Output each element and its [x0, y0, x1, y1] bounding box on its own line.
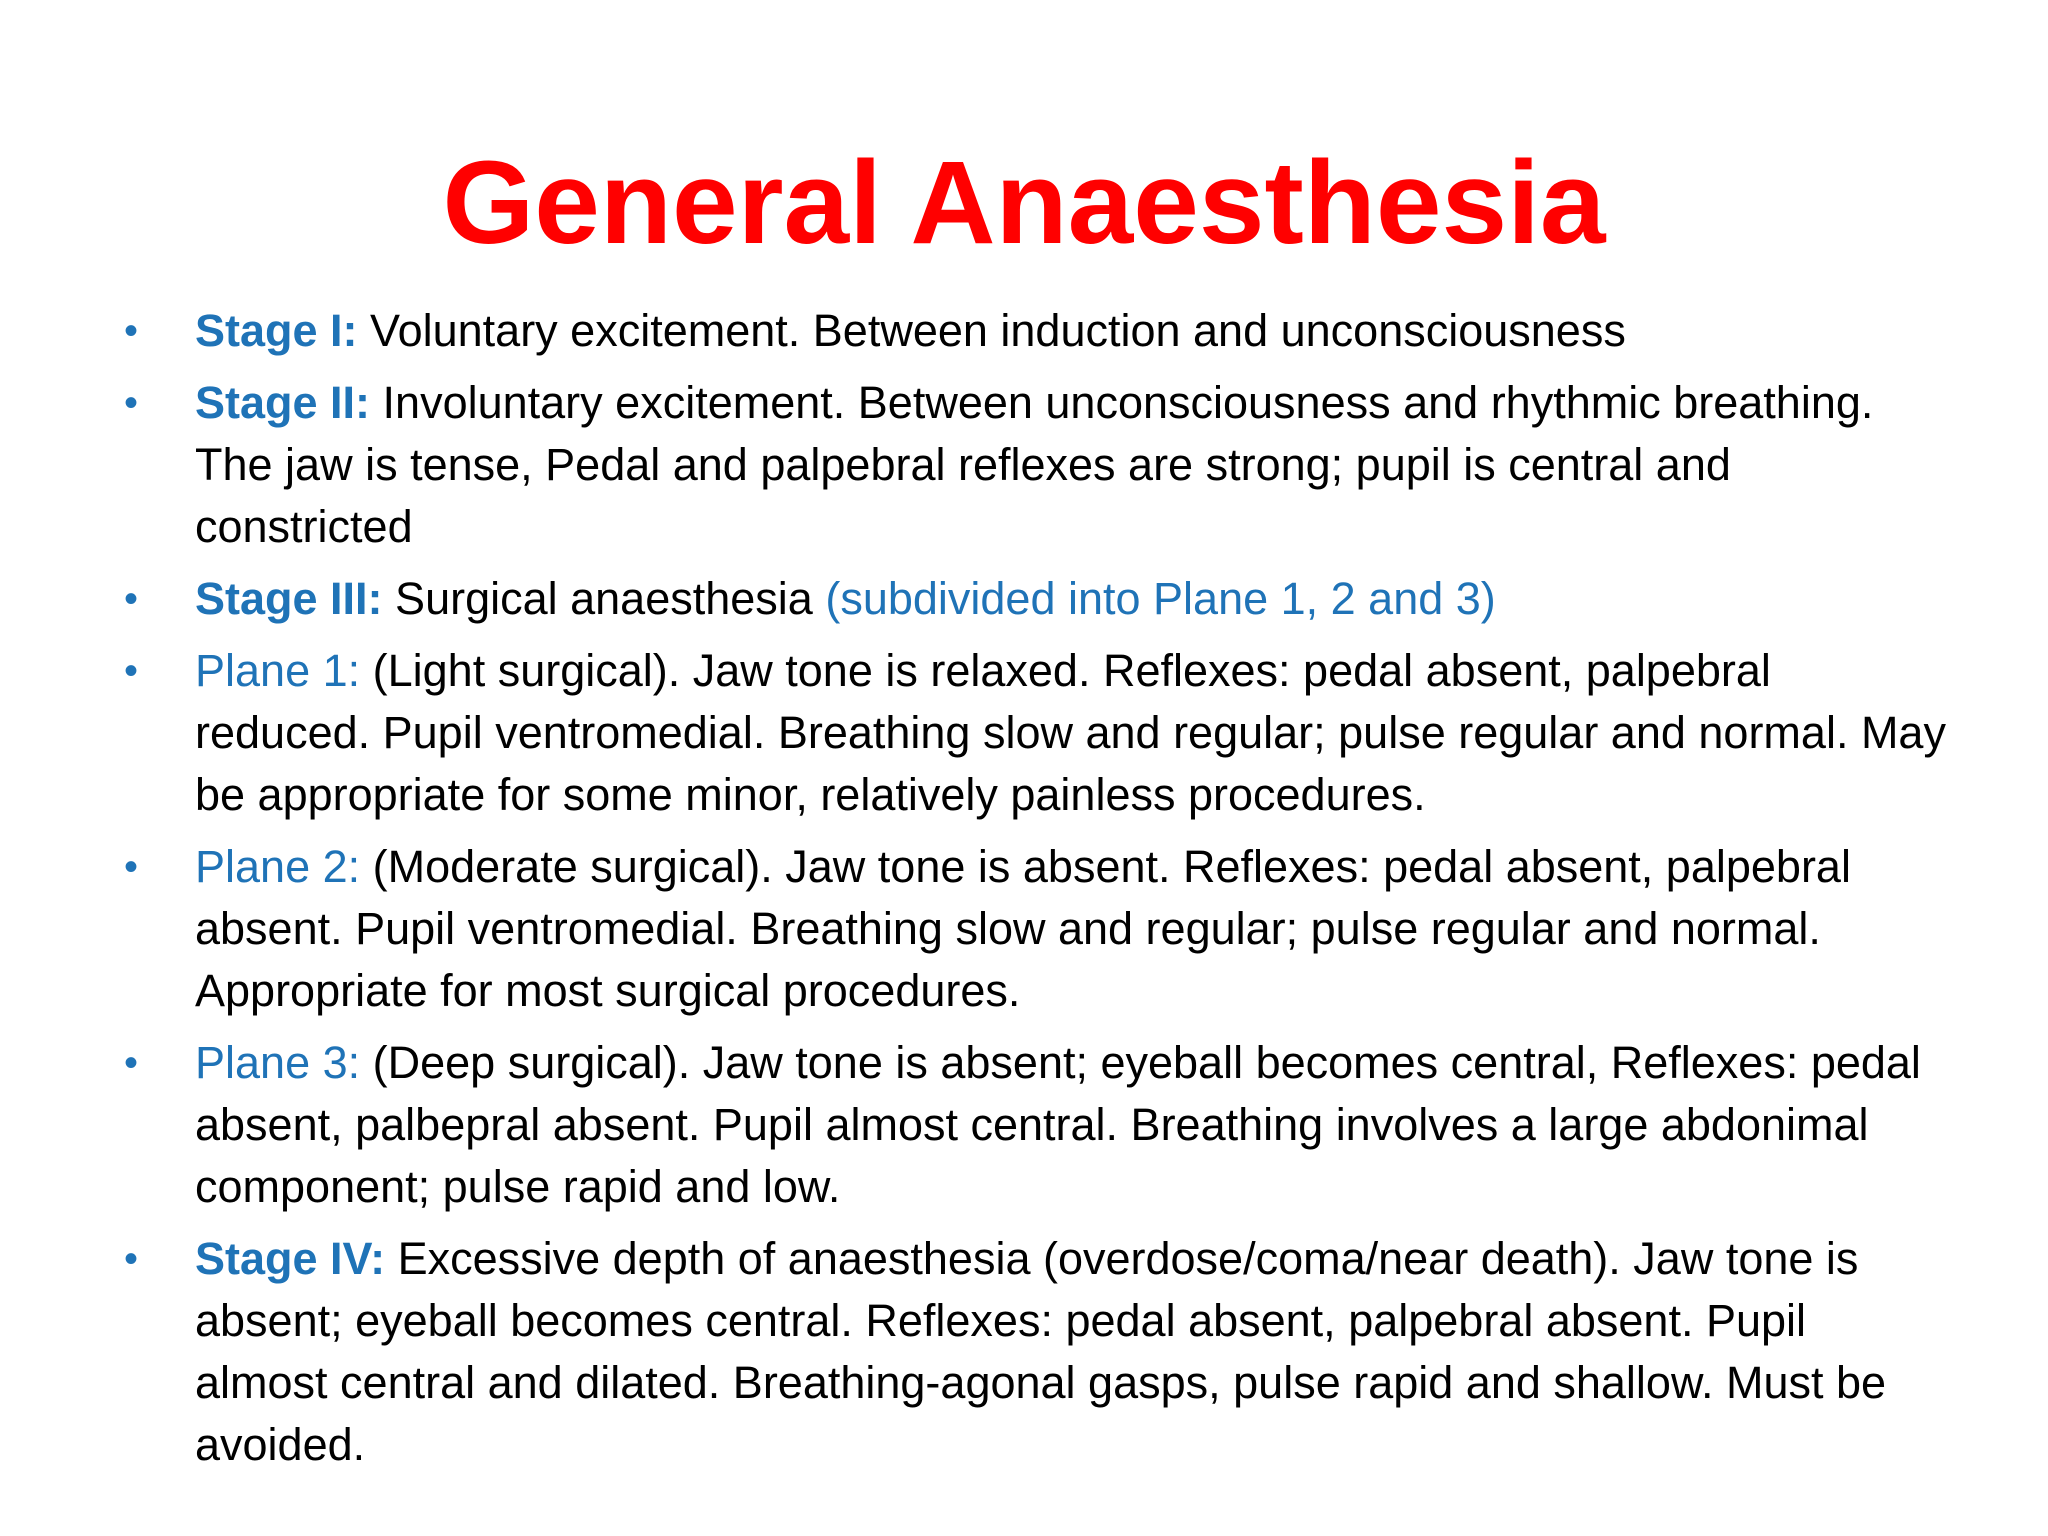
bullet-dot-icon: •: [124, 309, 139, 353]
bullet-text: (Moderate surgical). Jaw tone is absent. Reflexes: pedal absent, palpebral absent. Pupil ventromedial. Breathing slow and regular; pulse regular and normal. Appropriate for most surgical procedures.: [195, 841, 1851, 1016]
bullet-dot-icon: •: [124, 1237, 139, 1281]
bullet-stage-1: [120, 300, 1950, 362]
bullet-dot-icon: •: [124, 649, 139, 693]
bullet-text: (Deep surgical). Jaw tone is absent; eyeball becomes central, Reflexes: pedal absent, palbepral absent. Pupil almost central. Breathing involves a large abdonimal component; pulse rapid and low.: [195, 1037, 1921, 1212]
bullet-plane-1: [120, 640, 1950, 826]
bullet-dot-icon: •: [124, 845, 139, 889]
bullet-text: Surgical anaesthesia: [382, 573, 826, 624]
bullet-label: Plane 2:: [195, 841, 361, 892]
bullet-label: Stage II:: [195, 377, 371, 428]
bullet-dot-icon: •: [124, 381, 139, 425]
bullet-text: Excessive depth of anaesthesia (overdose/coma/near death). Jaw tone is absent; eyeball becomes central. Reflexes: pedal absent, palpebral absent. Pupil almost central and dilated. Breathing-agonal gasps, pulse rapid and shallow. Must be avoided.: [195, 1233, 1887, 1470]
bullet-stage-4: [120, 1228, 1950, 1476]
bullet-label: Plane 1:: [195, 645, 361, 696]
bullet-plane-3: [120, 1032, 1950, 1218]
bullet-text: Voluntary excitement. Between induction and unconsciousness: [357, 305, 1626, 356]
bullet-stage-3: [120, 568, 1950, 630]
bullet-text: (Light surgical). Jaw tone is relaxed. Reflexes: pedal absent, palpebral reduced. Pupil ventromedial. Breathing slow and regular; pulse regular and normal. May be appropriate for some minor, relatively painless procedures.: [195, 645, 1946, 820]
bullet-label: Stage I:: [195, 305, 358, 356]
bullet-text: Involuntary excitement. Between unconsciousness and rhythmic breathing. The jaw is tense, Pedal and palpebral reflexes are strong; pupil is central and constricted: [195, 377, 1874, 552]
bullet-dot-icon: •: [124, 577, 139, 621]
bullet-list: [120, 300, 1950, 1486]
bullet-label: Stage IV:: [195, 1233, 386, 1284]
bullet-stage-2: [120, 372, 1950, 558]
bullet-label: Plane 3:: [195, 1037, 361, 1088]
bullet-plane-2: [120, 836, 1950, 1022]
slide-title: General Anaesthesia: [442, 137, 1606, 269]
bullet-label: Stage III:: [195, 573, 383, 624]
bullet-note: (subdivided into Plane 1, 2 and 3): [825, 573, 1496, 624]
bullet-dot-icon: •: [124, 1041, 139, 1085]
